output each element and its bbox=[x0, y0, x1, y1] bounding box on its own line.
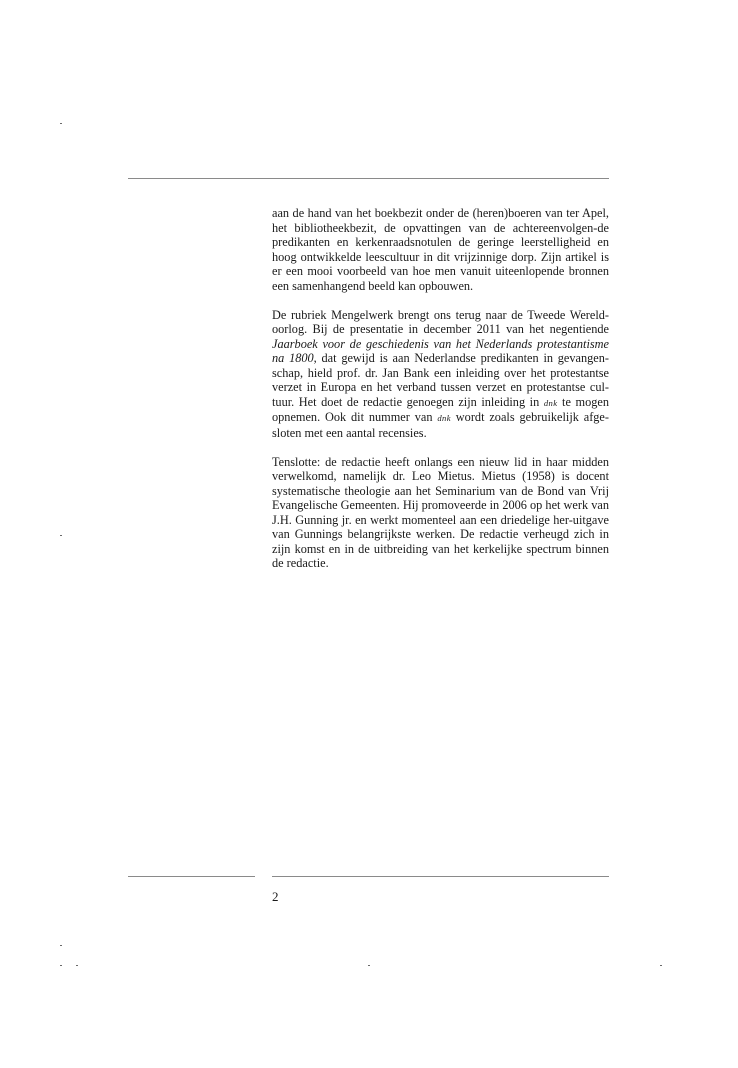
crop-mark bbox=[368, 965, 370, 966]
paragraph-2-text-3: te mogen opnemen. Ook dit nummer van bbox=[272, 394, 609, 424]
footer-rule-right bbox=[272, 876, 609, 877]
paragraph-1: aan de hand van het boekbezit onder de (heren)boeren van ter Apel, het bibliotheekbezit, de opvattingen van de achtereenvolgen-de predikanten en kerkenraadsnotulen de geringe leerstelligheid en hoog ontwikkelde leescultuur in dit vrijzinnige dorp. Zijn artikel is er een mooi voorbeeld van hoe men vanuit uiteenlopende bronnen een samenhangend beeld kan opbouwen. bbox=[272, 206, 609, 293]
crop-mark bbox=[60, 535, 62, 536]
paragraph-3: Tenslotte: de redactie heeft onlangs een nieuw lid in haar midden verwelkomd, namelijk dr. Leo Mietus. Mietus (1958) is docent systematische theologie aan het Seminarium van de Bond van Vrij Evangelische Gemeenten. Hij promoveerde in 2006 op het werk van J.H. Gunning jr. en werkt momenteel aan een driedelige her-uitgave van Gunnings belangrijkste werken. De redactie verheugd zich in zijn komst en in de uitbreiding van het kerkelijke spectrum binnen de redactie. bbox=[272, 454, 609, 570]
crop-mark bbox=[60, 965, 62, 966]
paragraph-2-text-1: De rubriek Mengelwerk brengt ons terug naar de Tweede Wereld-oorlog. Bij de presentatie in december 2011 van het negentiende bbox=[272, 307, 609, 336]
footer-rule-left bbox=[128, 876, 255, 877]
crop-mark bbox=[660, 965, 662, 966]
page-number: 2 bbox=[272, 889, 279, 904]
article-body bbox=[272, 206, 609, 571]
dnk-abbreviation: dnk bbox=[437, 413, 451, 423]
paragraph-2-text-2: , dat gewijd is aan Nederlandse predikanten in gevangen-schap, hield prof. dr. Jan Bank een inleiding over het protestantse verzet in Europa en het verband tussen verzet en protestantse cul-tuur. Het doet de redactie genoegen zijn inleiding in bbox=[272, 351, 609, 409]
crop-mark bbox=[60, 945, 62, 946]
header-rule bbox=[128, 178, 609, 179]
paragraph-2 bbox=[272, 308, 609, 441]
crop-mark bbox=[76, 965, 78, 966]
jaarboek-title: Jaarboek voor de geschiedenis van het Nederlands protestantisme na 1800 bbox=[272, 336, 609, 365]
dnk-abbreviation: dnk bbox=[543, 397, 558, 408]
crop-mark bbox=[60, 123, 62, 124]
paragraph-2-text-4: wordt zoals gebruikelijk afge-sloten met een aantal recensies. bbox=[272, 410, 609, 440]
